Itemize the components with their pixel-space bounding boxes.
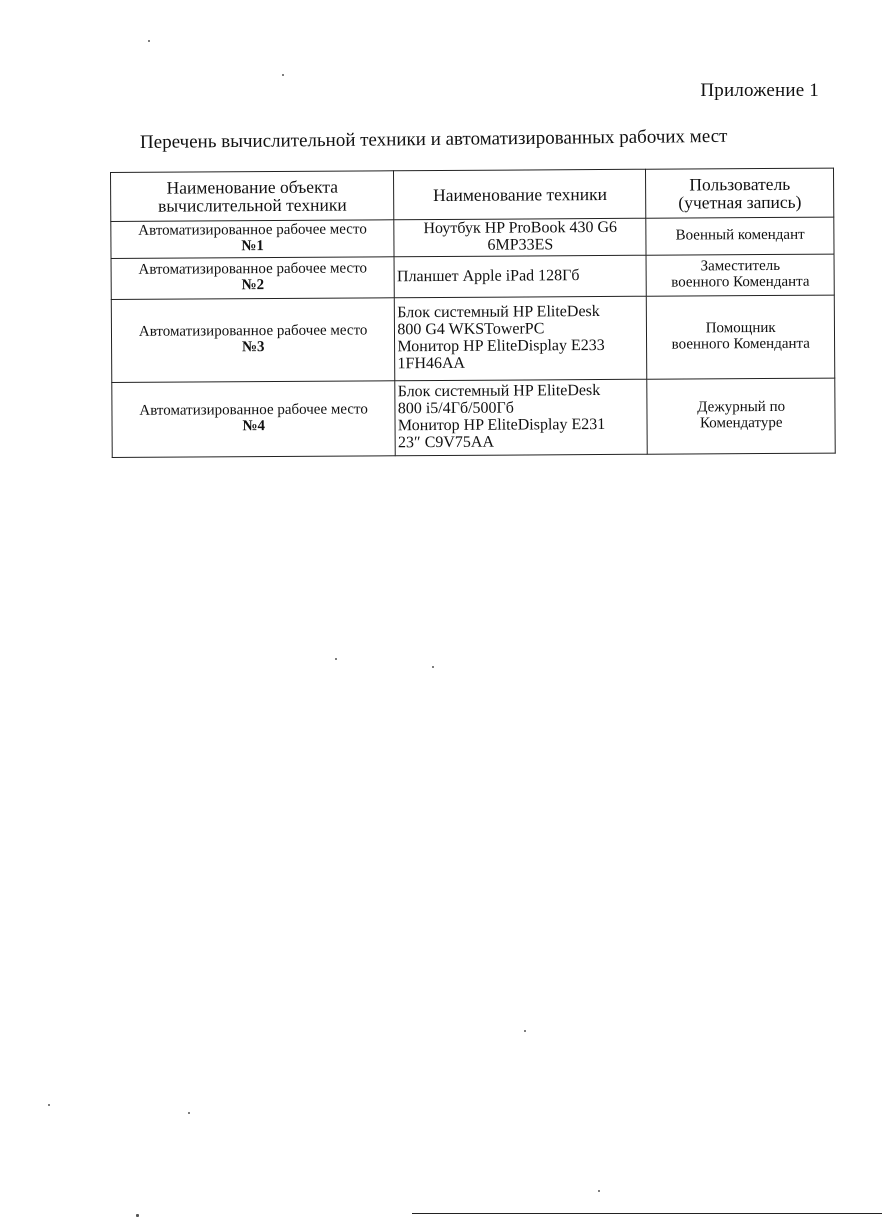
technique-cell xyxy=(395,296,648,381)
user-cell xyxy=(647,295,835,379)
scan-speck xyxy=(335,658,337,660)
equipment-table xyxy=(110,168,836,458)
technique-cell xyxy=(394,218,646,257)
scan-speck xyxy=(598,1190,600,1192)
header-object-line: Наименование объекта xyxy=(166,176,338,198)
user-line: Заместитель xyxy=(700,258,781,275)
header-user-line: Пользователь xyxy=(689,173,791,195)
technique-line: Блок системный HP EliteDesk xyxy=(397,382,601,401)
user-line: Комендатуре xyxy=(699,414,783,432)
user-line: Военный комендант xyxy=(675,226,805,244)
object-name: Автоматизированное рабочее место xyxy=(138,322,368,341)
user-line: военного Коменданта xyxy=(671,335,810,353)
header-user-line: (учетная запись) xyxy=(678,191,802,213)
technique-line: 23″ C9V75AA xyxy=(397,433,495,452)
technique-line: Планшет Apple iPad 128Гб xyxy=(396,266,580,285)
object-name: Автоматизированное рабочее место xyxy=(138,260,368,279)
object-cell xyxy=(111,220,395,259)
header-user xyxy=(646,168,834,218)
table-row xyxy=(111,254,834,299)
object-number: №2 xyxy=(241,277,265,294)
object-cell xyxy=(111,298,395,383)
object-cell xyxy=(112,381,396,458)
scan-speck xyxy=(282,74,284,76)
scan-speck xyxy=(432,666,434,668)
scan-speck xyxy=(188,1112,190,1114)
user-line: Помощник xyxy=(705,320,776,337)
table-header-row xyxy=(111,168,834,221)
user-cell xyxy=(646,217,834,255)
user-cell xyxy=(647,378,835,454)
technique-line: 800 G4 WKSTowerPC xyxy=(397,320,545,339)
technique-line: Ноутбук HP ProBook 430 G6 xyxy=(423,219,618,238)
document-title: Перечень вычислительной техники и автоматизированных рабочих мест xyxy=(139,125,728,153)
scan-speck xyxy=(148,40,150,42)
technique-line: 800 i5/4Гб/500Гб xyxy=(397,399,514,418)
technique-line: 6MP33ES xyxy=(487,236,554,254)
user-cell xyxy=(646,254,834,296)
scan-speck xyxy=(524,1030,526,1032)
object-number: №1 xyxy=(241,238,264,255)
user-line: военного Коменданта xyxy=(671,273,810,291)
bottom-rule xyxy=(412,1213,882,1214)
technique-line: Монитор HP EliteDisplay E231 xyxy=(397,415,606,435)
technique-cell xyxy=(395,379,648,456)
technique-line: Блок системный HP EliteDesk xyxy=(397,303,600,322)
header-object xyxy=(111,171,395,222)
object-name: Автоматизированное рабочее место xyxy=(139,401,368,420)
scan-speck xyxy=(48,1104,50,1106)
header-object-line: вычислительной техники xyxy=(158,194,347,216)
table-row xyxy=(111,217,834,258)
object-number: №3 xyxy=(241,339,265,356)
technique-line: Монитор HP EliteDisplay E233 xyxy=(397,336,605,356)
user-line: Дежурный по xyxy=(697,399,786,416)
technique-cell xyxy=(394,255,646,298)
header-technique: Наименование техники xyxy=(394,169,646,220)
technique-line: 1FH46AA xyxy=(397,354,466,373)
table-row xyxy=(111,295,834,382)
scan-speck xyxy=(136,1214,139,1217)
appendix-label: Приложение 1 xyxy=(700,80,819,101)
table-row xyxy=(112,378,835,457)
object-number: №4 xyxy=(242,418,266,435)
object-name: Автоматизированное рабочее место xyxy=(138,221,367,240)
object-cell xyxy=(111,257,395,300)
